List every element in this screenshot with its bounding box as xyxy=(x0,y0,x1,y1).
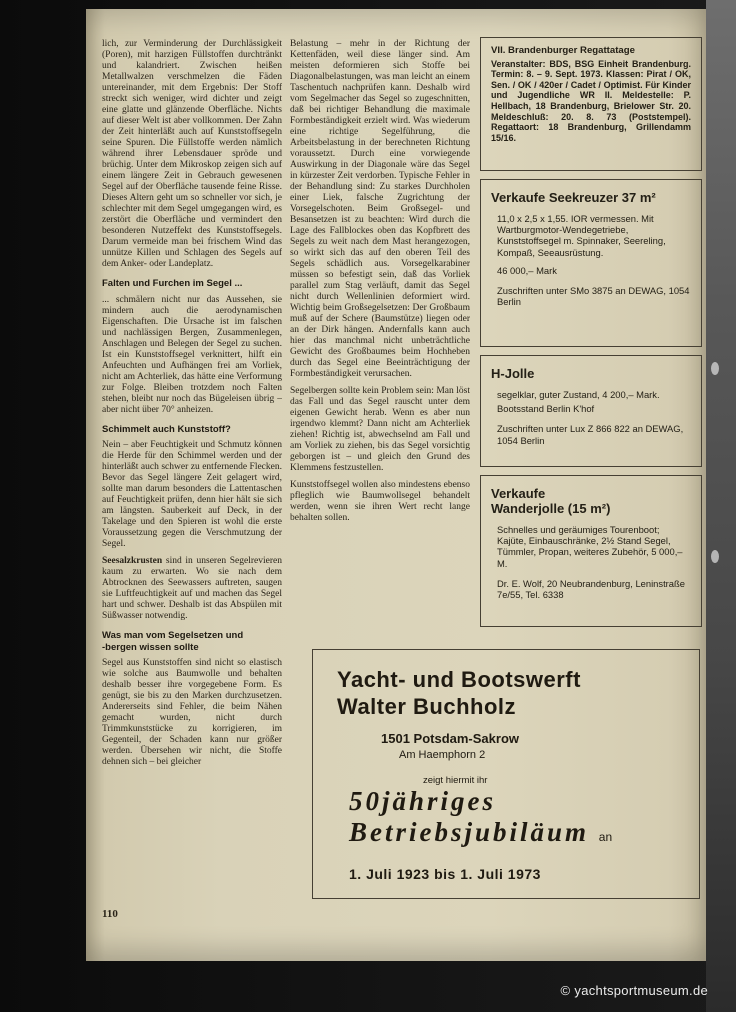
ad-body: Schnelles und geräumiges Tourenboot; Kajüte, Einbauschränke, 2½ Stand Segel, Tümmler, Propan, weiteres Zubehör, 5 000,– M. xyxy=(497,524,683,569)
ad-title: Verkaufe Seekreuzer 37 m² xyxy=(491,190,656,205)
ad-title: H-Jolle xyxy=(491,366,535,381)
advert-address-street: Am Haemphorn 2 xyxy=(399,749,486,761)
advert-jubilee-suffix: an xyxy=(598,830,613,844)
ad-contact: Zuschriften unter Lux Z 866 822 an DEWAG, 1054 Berlin xyxy=(497,423,684,446)
advert-dates: 1. Juli 1923 bis 1. Juli 1973 xyxy=(349,866,541,882)
advert-company-line2: Walter Buchholz xyxy=(337,694,517,719)
advert-address-city: 1501 Potsdam-Sakrow xyxy=(381,731,520,746)
article-paragraph: Belastung – mehr in der Richtung der Kettenfäden, weil diese länger sind. Am meisten deformieren sich Stoffe bei Diagonalbelastungen, was man leicht an einem Taschentuch nachprüfen kann. Deshalb wird vom Segelmacher das Segel so zugeschnitten, daß bei richtiger Behandlung die maximale Formbeständigkeit erzielt wird. Was wiederum eine richtige Segelführung, die Arbeitsbelastung in der berechneten Richtung voraussetzt. Durch eine vorwiegende Auswirkung in der Diagonale wäre das Segel in kürzester Zeit verdorben. Typische Fehler in der Behandlung sind: Zu starkes Durchholen einer Liek, falsche Zugrichtung der Vorsegelschoten. Beim Großsegel- und Besansetzen ist zu beachten: Wird durch die Lage des Fallblockes oben das Kopfbrett des Segels zu weit nach dem Mast herangezogen, so wirkt sich das auf den oberen Teil des Segels schädlich aus. Vorsegelkarabiner müssen so befestigt sein, daß das Vorliek parallel zum Stag verläuft, damit das Segel nicht durch Wellenlinien deformiert wird. Wichtig beim Großsegelsetzen: Der Großbaum muß auf der Schere (Baumstütze) liegen oder an der Dirk hängen. Andernfalls kann auch hier das manchmal nicht unbeträchtliche Gewicht des Großbaumes beim Hochheben durch das Segel eine Beeinträchtigung der Formbeständigkeit verursachen. xyxy=(290,39,470,379)
ad-field-value: 18 Brandenburg, Grillendamm 15/16. xyxy=(491,122,691,143)
section-heading-segelsetzen xyxy=(102,630,282,653)
advert-jubilee-line1: 50jähriges xyxy=(349,786,497,816)
binding-hole xyxy=(711,550,719,563)
ad-field-label: Meldestelle: xyxy=(622,90,674,101)
article-paragraph: Segelbergen sollte kein Problem sein: Man löst das Fall und das Segel rauscht unter dem eigenen Gewicht herab. Wenn es aber nun irgendwo klemmt? Dann nicht am Achterliek ziehen! Richtig ist, abwechselnd am Fall und am Vorliek zu ziehen, bis das Segel vorsichtig geborgen ist – und gleich den Grund des Klemmens festzustellen. xyxy=(290,386,470,473)
section-heading-schimmel: Schimmelt auch Kunststoff? xyxy=(102,423,231,435)
page-number: 110 xyxy=(102,908,118,920)
section-heading-falten: Falten und Furchen im Segel ... xyxy=(102,278,243,289)
ad-field-value: 8. – 9. Sept. 1973. xyxy=(526,69,603,80)
ad-contact: Dr. E. Wolf, 20 Neubrandenburg, Leninstraße 7e/55, Tel. 6338 xyxy=(497,577,685,601)
ad-title-line: Wanderjolle (15 m²) xyxy=(491,501,611,516)
run-in-heading-seesalz: Seesalzkrusten xyxy=(102,556,163,566)
ad-field-label: Veranstalter: xyxy=(491,58,546,69)
ad-title-line: Verkaufe xyxy=(491,486,546,501)
watermark xyxy=(561,983,708,998)
copyright-icon: © xyxy=(560,983,571,998)
ad-regattatage xyxy=(480,37,702,171)
ad-contact: Zuschriften unter SMo 3875 an DEWAG, 1054 Berlin xyxy=(497,285,690,308)
ad-field-label: Meldeschluß: xyxy=(491,111,549,122)
article-paragraph: lich, zur Verminderung der Durchlässigkeit (Poren), mit harzigen Füllstoffen durchtränkt und kalandriert. Zwischen heißen Metallwalzen verschmelzen die Fäden untereinander, mit dem Ergebnis: Der Stoff streckt sich weniger, wird dichter und zeigt eine glatte und glänzende Oberfläche. Nichts auf dieser Welt ist aber vollkommen. Der Zahn der Zeit hinterläßt auch auf Kunststoffsegeln seine Spuren. Die Füllstoffe werden nämlich während ihrer Lebensdauer spröde und brüchig. Unter dem Mikroskop zeigen sich auf einem längere Zeit in Gebrauch gewesenen Segel auf der Oberfläche tausende feine Risse. Dieses Altern geht um so schneller vor sich, je schlechter mit dem Segel umgegangen wird, es zerstört die Oberfläche und vermindert den besonderen Nutzeffekt des Kunststoffsegels. Darum vermeide man bei frischem Wind das unnütze Killen und Schlagen des Segels auf dem Anker- oder Landeplatz. xyxy=(102,39,282,269)
ad-title: VII. Brandenburger Regattatage xyxy=(491,45,635,56)
watermark-text: yachtsportmuseum.de xyxy=(574,983,708,998)
ad-body: segelklar, guter Zustand, 4 200,– Mark. xyxy=(497,389,660,400)
article-paragraph: Kunststoffsegel wollen also mindestens ebenso pfleglich wie Baumwollsegel behandelt werden, wenn sie ihren Wert recht lange behalten sollen. xyxy=(290,480,470,523)
ad-hjolle xyxy=(480,355,702,467)
article-paragraph xyxy=(102,556,282,622)
ad-field-value: 20. 8. 73 (Poststempel). xyxy=(561,111,691,122)
ad-field-value: P. Hellbach, 18 Brandenburg, Brielower Str. 20. xyxy=(491,90,691,111)
heading-line: Was man vom Segelsetzen und xyxy=(102,630,244,641)
classifieds-column xyxy=(480,37,702,635)
advert-intro-line: zeigt hiermit ihr xyxy=(423,775,488,786)
ad-field-value: Pirat / OK, Sen. / OK / 420er / Cadet / Optimist. Für Kinder und Jugendliche WR II. xyxy=(491,69,691,101)
advert-jubilee-text: Betriebsjubiläum xyxy=(349,817,590,847)
ad-field-label: Termin: xyxy=(491,69,524,80)
heading-line: -bergen wissen sollte xyxy=(102,641,199,653)
article-paragraph-text: sind in unseren Segelrevieren kaum zu erwarten. Wo sie nach dem Abtrocknen des Seewassers auftreten, saugen sie Luftfeuchtigkeit auf und machen das Segel hart und schwer. Deshalb ist das Abspülen mit Süßwasser notwendig. xyxy=(102,556,282,621)
ad-body: 11,0 x 2,5 x 1,55. IOR vermessen. Mit Wartburgmotor-Wendegetriebe, Kunststoffsegel m. Spinnaker, Seereling, Kompaß, Seeausrüstung. xyxy=(497,213,666,258)
ad-field-label: Klassen: xyxy=(605,69,644,80)
advert-company-line1: Yacht- und Bootswerft xyxy=(337,667,581,692)
ad-location: Bootsstand Berlin K'hof xyxy=(497,403,595,415)
ad-details xyxy=(491,59,691,144)
article-paragraph: ... schmälern nicht nur das Aussehen, sie mindern auch die aerodynamischen Eigenschaften. Die Ursache ist im falschen und nachlässigen Bergen, Zusammenlegen, Anschlagen und Belegen der Segel zu suchen. Ist ein Kunststoffsegel verknittert, hilft ein Anfeuchten und Aufhängen frei am Vorliek, nicht am Achterliek, das hätte eine Verformung zur Folge. Bleiben trotzdem noch Falten stehen, bleibt nur noch das Bügeleisen übrig – aber nicht über 70° anheizen. xyxy=(102,294,282,415)
binding-hole xyxy=(711,362,719,375)
magazine-page xyxy=(86,9,706,961)
article-paragraph: Nein – aber Feuchtigkeit und Schmutz können die Herde für den Schimmel werden und der hinterläßt auch schwer zu entfernende Flecken. Bevor das Segel längere Zeit gelagert wird, sollte man darum besonders die Lattentaschen auf Feuchtigkeit prüfen, denn hier hält sie sich am längsten. Sauberkeit auf Deck, in der Takelage und den Spieren ist wohl die erste Voraussetzung gegen die Verschmutzung der Segel. xyxy=(102,440,282,549)
ad-field-value: BDS, BSG Einheit Brandenburg. xyxy=(549,58,691,69)
scan-binding-edge xyxy=(706,0,736,1012)
ad-field-label: Regattaort: xyxy=(491,122,540,133)
advert-jubilee-line2 xyxy=(349,817,699,853)
ad-price: 46 000,– Mark xyxy=(497,264,557,276)
ad-title xyxy=(491,486,691,516)
advert-yachtwerft-buchholz xyxy=(312,649,700,899)
article-column-middle xyxy=(290,39,470,641)
article-paragraph: Segel aus Kunststoffen sind nicht so elastisch wie solche aus Baumwolle und behalten deshalb besser ihre vorgegebene Form. Es genügt, sie bis zu den Marken durchzusetzen. Andererseits sind Fehler, die beim Nähen gemacht wurden, nicht durch Trimmkunststücke zu korrigieren, im Gegenteil, der Schaden kann nur größer werden. Übersehen wir nicht, die Stoffe dehnen sich – bei gleicher xyxy=(102,658,282,767)
article-column-left xyxy=(102,39,282,901)
ad-wanderjolle xyxy=(480,475,702,627)
ad-seekreuzer xyxy=(480,179,702,347)
